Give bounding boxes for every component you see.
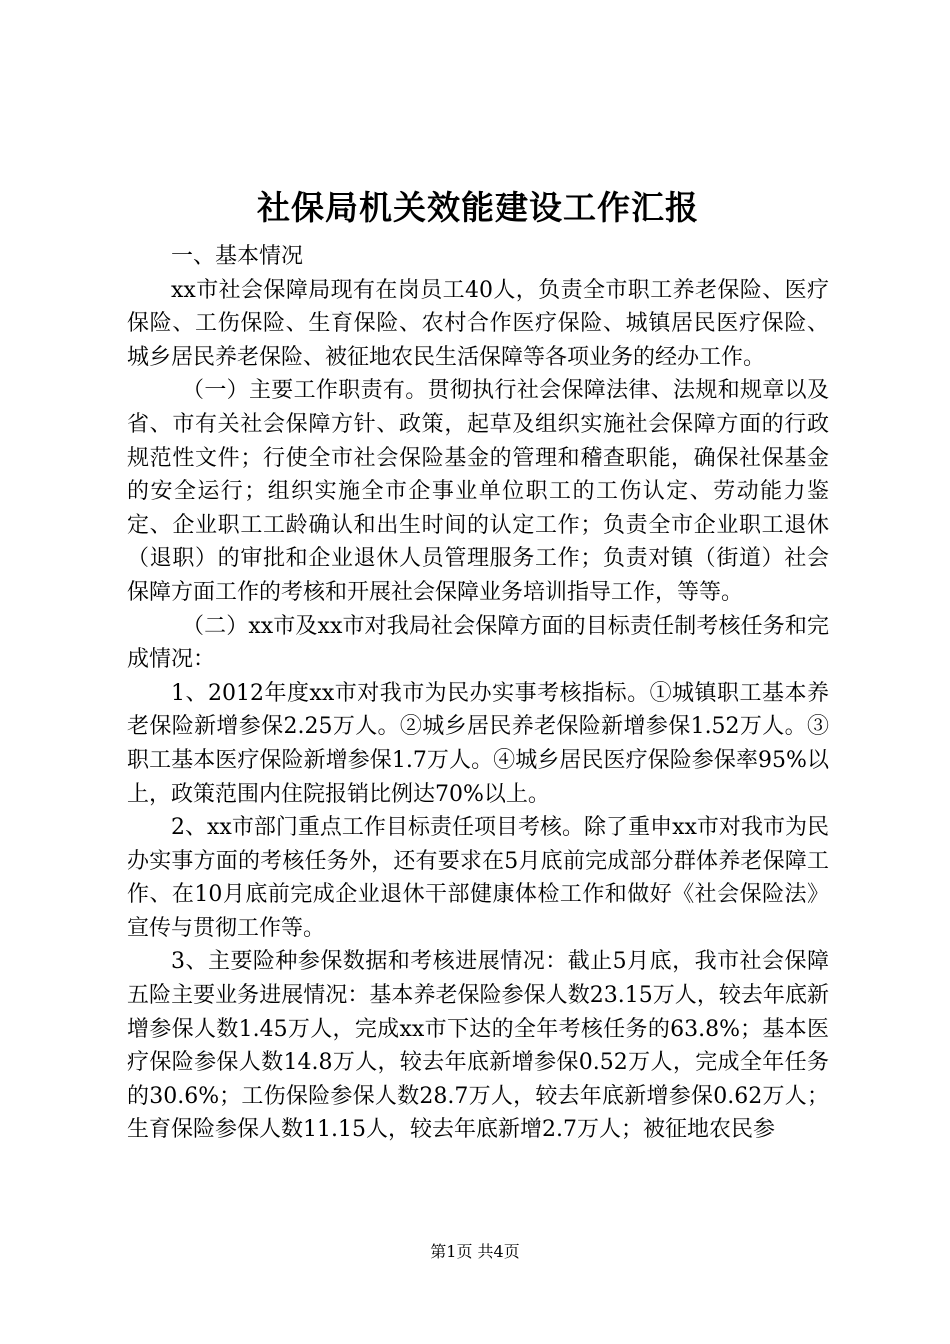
paragraph: 3、主要险种参保数据和考核进展情况：截止5月底，我市社会保障五险主要业务进展情况：基本养老保险参保人数23.15万人，较去年底新增参保人数1.45万人，完成xx市下达的全年考核任务的63.8%；基本医疗保险参保人数14.8万人，较去年底新增参保0.52万人，完成全年任务的30.6%；工伤保险参保人数28.7万人，较去年底新增参保0.62万人；生育保险参保人数11.15人，较去年底新增2.7万人；被征地农民参	[127, 949, 829, 1143]
page-footer: 第1页 共4页	[430, 1242, 520, 1261]
document-page	[127, 186, 829, 1147]
paragraph: 2、xx市部门重点工作目标责任项目考核。除了重申xx市对我市为民办实事方面的考核任务外，还有要求在5月底前完成部分群体养老保障工作、在10月底前完成企业退休干部健康体检工作和做好《社会保险法》宣传与贯彻工作等。	[127, 815, 829, 941]
paragraph: xx市社会保障局现有在岗员工40人，负责全市职工养老保险、医疗保险、工伤保险、生育保险、农村合作医疗保险、城镇居民医疗保险、城乡居民养老保险、被征地农民生活保障等各项业务的经办工作。	[127, 277, 829, 370]
paragraph: （一）主要工作职责有。贯彻执行社会保障法律、法规和规章以及省、市有关社会保障方针、政策，起草及组织实施社会保障方面的行政规范性文件；行使全市社会保险基金的管理和稽查职能，确保社保基金的安全运行；组织实施全市企事业单位职工的工伤认定、劳动能力鉴定、企业职工工龄确认和出生时间的认定工作；负责全市企业职工退休（退职）的审批和企业退休人员管理服务工作；负责对镇（街道）社会保障方面工作的考核和开展社会保障业务培训指导工作，等等。	[127, 378, 829, 605]
paragraph: 1、2012年度xx市对我市为民办实事考核指标。①城镇职工基本养老保险新增参保2.25万人。②城乡居民养老保险新增参保1.52万人。③职工基本医疗保险新增参保1.7万人。④城乡居民医疗保险参保率95%以上，政策范围内住院报销比例达70%以上。	[127, 680, 829, 807]
document-body	[127, 240, 829, 1147]
paragraph: （二）xx市及xx市对我局社会保障方面的目标责任制考核任务和完成情况：	[127, 613, 829, 673]
document-title: 社保局机关效能建设工作汇报	[257, 188, 699, 227]
section-heading: 一、基本情况	[171, 244, 304, 269]
